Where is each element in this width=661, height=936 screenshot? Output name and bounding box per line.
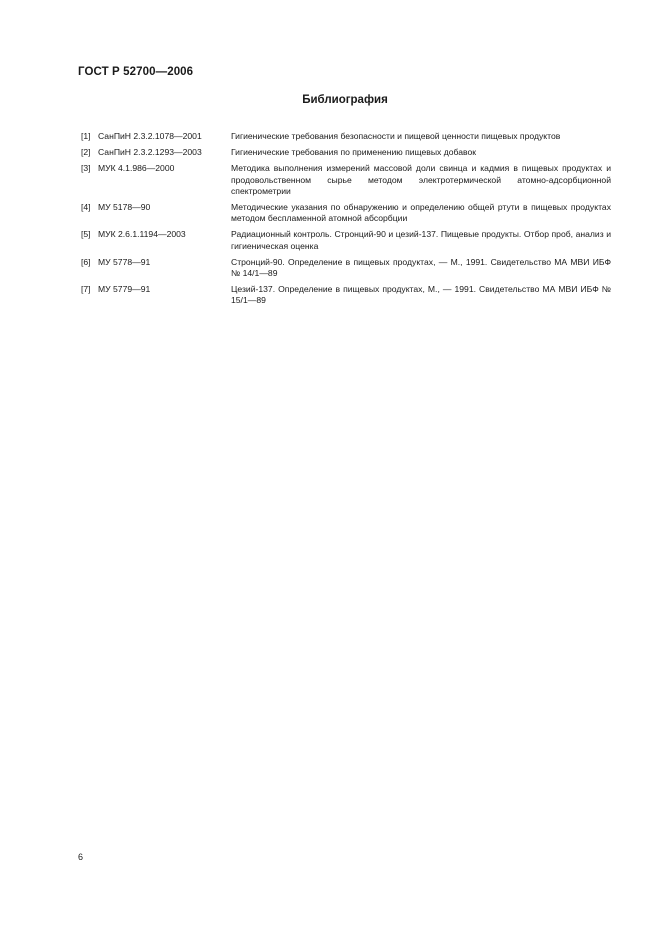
bibliography-entry-title: Методические указания по обнаружению и определению общей ртути в пищевых продуктах методом беспламенной атомной абсорбции xyxy=(231,202,611,224)
bibliography-entry-title: Радиационный контроль. Стронций-90 и цезий-137. Пищевые продукты. Отбор проб, анализ и гигиеническая оценка xyxy=(231,229,611,251)
bibliography-entry-code: МУ 5178—90 xyxy=(98,202,151,213)
bibliography-entry-code: МУ 5779—91 xyxy=(98,284,151,295)
bibliography-entry-number: [4] xyxy=(81,202,91,213)
bibliography-entry-title: Цезий-137. Определение в пищевых продуктах, М., — 1991. Свидетельство МА МВИ ИБФ № 15/1—89 xyxy=(231,284,611,306)
bibliography-entry-number: [1] xyxy=(81,131,91,141)
bibliography-entry xyxy=(81,257,611,279)
bibliography-list xyxy=(81,131,611,312)
bibliography-entry xyxy=(81,163,611,197)
document-code-header: ГОСТ Р 52700—2006 xyxy=(78,66,194,78)
bibliography-entry-code: МУК 4.1.986—2000 xyxy=(98,163,175,174)
bibliography-entry xyxy=(81,131,611,142)
bibliography-entry xyxy=(81,202,611,224)
bibliography-entry-number: [6] xyxy=(81,256,91,267)
bibliography-entry-number: [3] xyxy=(81,163,91,174)
page-number: 6 xyxy=(78,852,84,862)
bibliography-entry-title: Методика выполнения измерений массовой доли свинца и кадмия в пищевых продуктах и продовольственном сырье методом электротермической атомно-адсорбционной спектрометрии xyxy=(231,163,611,196)
bibliography-entry xyxy=(81,229,611,251)
bibliography-entry-code: СанПиН 2.3.2.1078—2001 xyxy=(98,131,202,141)
bibliography-entry-code: МУК 2.6.1.1194—2003 xyxy=(98,229,186,240)
bibliography-entry xyxy=(81,284,611,306)
bibliography-entry-title: Гигиенические требования по применению пищевых добавок xyxy=(231,147,477,158)
bibliography-entry-number: [7] xyxy=(81,284,91,295)
bibliography-entry-title: Стронций-90. Определение в пищевых продуктах, — М., 1991. Свидетельство МА МВИ ИБФ № 14/1—89 xyxy=(231,256,611,279)
bibliography-entry-code: МУ 5778—91 xyxy=(98,256,151,267)
bibliography-entry-number: [2] xyxy=(81,147,91,158)
bibliography-entry-number: [5] xyxy=(81,229,91,240)
bibliography-entry xyxy=(81,147,611,158)
bibliography-entry-title: Гигиенические требования безопасности и пищевой ценности пищевых продуктов xyxy=(231,131,561,141)
bibliography-entry-code: СанПиН 2.3.2.1293—2003 xyxy=(98,147,202,158)
section-title: Библиография xyxy=(302,94,388,106)
